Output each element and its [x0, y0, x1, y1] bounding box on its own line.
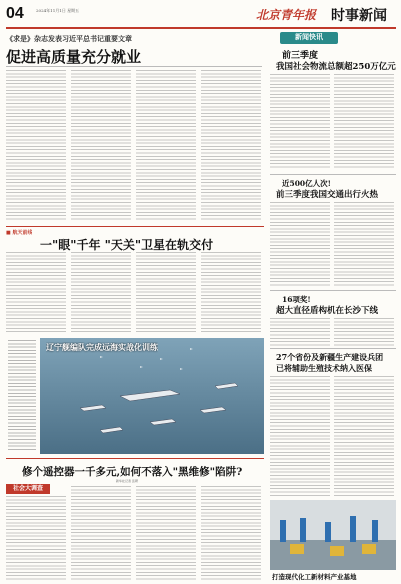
fleet-photo-image	[40, 338, 264, 454]
top-body-col-1	[6, 70, 66, 220]
feature-body-col-1	[6, 252, 66, 334]
top-body-col-3	[136, 70, 196, 220]
brief-2-headline-2: 前三季度我国交通出行火热	[276, 190, 379, 200]
brief-3-headline-1: 16项奖!	[282, 295, 311, 304]
newspaper-logo: 北京青年报	[256, 8, 317, 22]
side-label	[280, 32, 338, 44]
bottom-body-col-4	[201, 486, 261, 580]
brief-4-headline-2: 已将辅助生殖技术纳入医保	[276, 363, 372, 373]
feature-kicker-label: ■ 航天前线	[6, 230, 33, 236]
bottom-headline: 修个遥控器一千多元,如何不落入"黑维修"陷阱?	[22, 466, 243, 478]
masthead-rule	[6, 27, 396, 29]
bottom-body-col-3	[136, 486, 196, 580]
feature-body-col-3	[136, 252, 196, 334]
brief-1	[270, 48, 396, 172]
feature-body-col-4	[201, 252, 261, 334]
bottom-article	[6, 458, 264, 582]
side-label-text: 新闻快讯	[295, 34, 323, 41]
bottom-body-col-2	[71, 486, 131, 580]
top-kicker: 《求是》杂志发表习近平总书记重要文章	[6, 34, 132, 43]
bottom-top-rule	[6, 458, 264, 459]
section-badge-text: 社会大调查	[12, 486, 43, 492]
fleet-photo	[40, 338, 264, 454]
bottom-byline: 新华社记者 张研	[116, 479, 138, 483]
photo-caption: 辽宁舰编队完成远海实战化训练	[46, 342, 158, 352]
brief-1-body-a	[270, 74, 330, 168]
date-line: 2024年11月1日 星期五	[36, 8, 80, 13]
top-body-col-4	[201, 70, 261, 220]
brief-4-body-b	[334, 376, 394, 496]
feature-body-col-2	[71, 252, 131, 334]
factory-caption: 打造现代化工新材料产业基地	[272, 573, 357, 581]
brief-4-headline-1: 27个省份及新疆生产建设兵团	[276, 352, 384, 362]
photo-side-caption	[8, 340, 36, 452]
section-badge	[6, 484, 50, 494]
bottom-body-col-1	[6, 496, 66, 580]
brief-4	[270, 352, 396, 500]
brief-3-headline-2: 超大直径盾构机在长沙下线	[276, 306, 379, 316]
top-headline: 促进高质量充分就业	[6, 48, 142, 66]
brief-2-headline-1: 近500亿人次!	[282, 179, 331, 188]
feature-article	[6, 226, 264, 336]
brief-divider-2	[270, 290, 396, 291]
brief-1-headline-1: 前三季度	[282, 51, 319, 61]
feature-headline: 一"眼"千年 "天关"卫星在轨交付	[40, 238, 214, 252]
brief-2-body-b	[334, 202, 394, 286]
brief-divider-3	[270, 348, 396, 349]
brief-divider-1	[270, 174, 396, 175]
feature-top-rule	[6, 226, 264, 227]
top-body-col-2	[71, 70, 131, 220]
brief-1-body-b	[334, 74, 394, 168]
factory-photo	[270, 500, 396, 570]
brief-4-body-a	[270, 376, 330, 496]
brief-1-headline-2: 我国社会物流总额超250万亿元	[276, 62, 396, 72]
factory-photo-image	[270, 500, 396, 570]
brief-2-body-a	[270, 202, 330, 286]
top-article	[6, 32, 264, 222]
top-divider	[6, 66, 262, 67]
brief-3	[270, 294, 396, 346]
page-number: 04	[6, 5, 24, 22]
brief-3-body-a	[270, 318, 330, 346]
brief-3-body-b	[334, 318, 394, 346]
briefs-column	[270, 32, 396, 500]
brief-2	[270, 178, 396, 288]
section-title: 时事新闻	[331, 7, 387, 23]
masthead	[6, 4, 396, 26]
